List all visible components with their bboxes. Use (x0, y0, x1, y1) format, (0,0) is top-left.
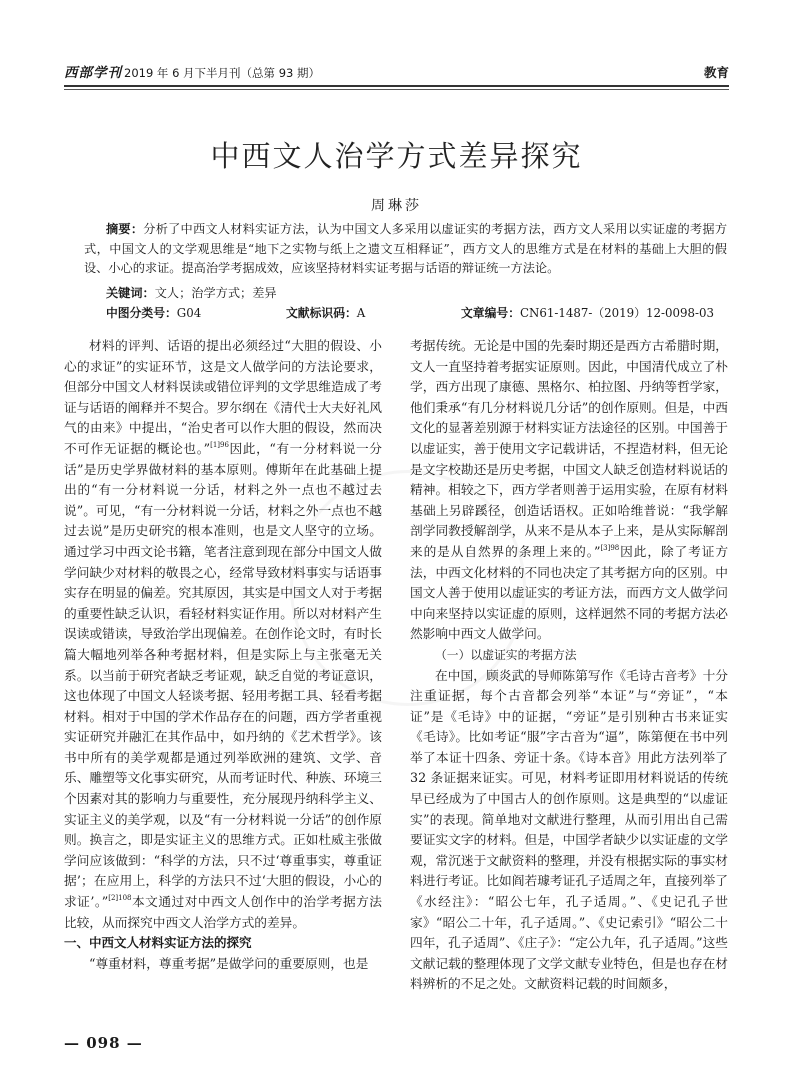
classification-line (106, 303, 714, 323)
body-paragraph: 材料的评判、话语的提出必须经过“大胆的假设、小心的求证”的实证环节，这是文人做学问的方法论要求，但部分中国文人材料误读或错位评判的文学思维造成了考证与话语的阐释并不契合。罗尔纲在《清代士大夫好礼风气的由来》中提出，“治史者可以作大胆的假设，然而决不可作无证据的概论也。”$^{[1]96}$因此，“有一分材料说一分话”是历史学界做材料的基本原则。傅斯年在此基础上提出的“有一分材料说一分话，材料之外一点也不越过去说”。可见，“有一分材料说一分话，材料之外一点也不越过去说”是历史研究的根本准则，也是文人坚守的立场。通过学习中西文论书籍，笔者注意到现在部分中国文人做学问缺少对材料的敬畏之心，经常导致材料事实与话语事实存在明显的偏差。究其原因，其实是中国文人对于考据的重要性缺乏认识，看轻材料实证作用。所以对材料产生误读或错读，导致治学出现偏差。在创作论文时，有时长篇大幅地列举各种考据材料，但是实际上与主张毫无关系。以当前于研究者缺乏考证观，缺乏自觉的考证意识，这也体现了中国文人轻谈考据、轻用考据工具、轻看考据材料。相对于中国的学术作品存在的问题，西方学者重视实证研究并融汇在其作品中，如丹纳的《艺术哲学》。该书中所有的美学观都是通过列举欧洲的建筑、文学、音乐、雕塑等文化事实研究，从而考证时代、种族、环境三个因素对其的影响力与重要性，充分展现丹纳科学主义、实证主义的美学观，以及“有一分材料说一分话”的创作原则。换言之，即是实证主义的思维方式。正如杜威主张做学问应该做到：“科学的方法，只不过‘尊重事实，尊重证据’；在应用上，科学的方法只不过‘大胆的假设，小心的求证’。”$^{[2]108}$本文通过对中西文人创作中的治学考据方法比较，从而探究中西文人治学方式的差异。 (64, 338, 382, 930)
abstract (84, 220, 727, 279)
journal-brand: 西部学刊 (64, 65, 122, 81)
abstract-text: 分析了中西文人材料实证方法，认为中国文人多采用以虚证实的考据方法，西方文人采用以实证虚的考据方式，中国文人的文学观思维是“地下之实物与纸上之遗文互相释证”，西方文人的思维方式是在材料的基础上大胆的假设、小心的求证。提高治学考据成效，应该坚持材料实证考据与话语的辩证统一方法论。 (84, 222, 728, 275)
body-paragraph: 考据传统。无论是中国的先秦时期还是西方古希腊时期，文人一直坚持着考据实证原则。因此，中国清代成立了朴学，西方出现了康德、黑格尔、柏拉图、丹纳等哲学家，他们秉承“有几分材料说几分话”的创作原则。但是，中西文化的显著差别源于材料实证方法途径的区别。中国善于以虚证实，善于使用文字记载讲话，不捏造材料，但无论是文字校勘还是历史考据，中国文人缺乏创造材料说话的精神。相较之下，西方学者则善于运用实验，在原有材料基础上另辟蹊径，创造话语权。正如哈维普说：“我学解剖学同教授解剖学，从来不是从本子上来，是从实际解剖来的是从自然界的条理上来的。”$^{[3]98}$因此，除了考证方法，中西文化材料的不同也决定了其考据方向的区别。中国文人善于使用以虚证实的考证方法，而西方文人做学问中向来坚持以实证虚的原则，这样迥然不同的考据方法必然影响中西文人做学问。 (410, 338, 729, 642)
header-rule-thin (64, 89, 729, 90)
right-column (410, 336, 728, 995)
keywords-text: 文人；治学方式；差异 (154, 286, 277, 300)
page-number: — 098 — (64, 1034, 143, 1052)
clc-number: 中图分类号：G04 (106, 306, 202, 320)
keywords (84, 283, 727, 303)
citation: [2]108 (108, 894, 132, 903)
citation: [1]96 (210, 440, 229, 449)
running-header (64, 62, 729, 84)
header-rule (64, 85, 729, 87)
body-paragraph: 在中国，顾炎武的导师陈第写作《毛诗古音考》十分注重证据，每个古音都会列举“本证”与“旁证”，“本证”是《毛诗》中的证据，“旁证”是引别种古书来证实《毛诗》。比如考证“服”字古音为“逼”，陈第便在书中列举了本证十四条、旁证十条。《诗本音》用此方法列举了 32 条证据来证实。可见，材料考证即用材料说话的传统早已经成为了中国古人的创作原则。这是典型的“以虚证实”的表现。简单地对文献进行整理，从而引用出自己需要证实文字的材料。但是，中国学者缺少以实证虚的文学观，常沉迷于文献资料的整理，并没有根据实际的事实材料进行考证。比如阎若璩考证孔子适周之年，直接列举了《水经注》：“昭公七年，孔子适周。”、《史记孔子世家》“昭公二十年，孔子适周。”、《史记索引》“昭公二十四年，孔子适周”、《庄子》：“定公九年，孔子适周。”这些文献记载的整理体现了文学文献专业特色，但是也存在材料辨析的不足之处。文献资料记载的时间颇多， (410, 667, 728, 992)
article-number: 文章编号：CN61-1487-（2019）12-0098-03 (461, 306, 714, 320)
keywords-label: 关键词： (106, 286, 155, 300)
abstract-label: 摘要： (106, 222, 144, 236)
body-paragraph: “尊重材料，尊重考据”是做学问的重要原则，也是 (89, 955, 369, 971)
article-author: 周琳莎 (371, 198, 422, 214)
document-code: 文献标识码：A (286, 306, 366, 320)
section-label: 教育 (703, 65, 729, 80)
section-heading: 一、中西文人材料实证方法的探究 (64, 935, 252, 951)
citation: [3]98 (600, 543, 620, 552)
left-column (64, 336, 382, 974)
subsection-heading: （一）以虚证实的考据方法 (435, 647, 577, 662)
issue-info: 2019 年 6 月下半月刊（总第 93 期） (124, 66, 320, 80)
journal-info (64, 62, 320, 84)
article-title: 中西文人治学方式差异探究 (210, 139, 583, 173)
